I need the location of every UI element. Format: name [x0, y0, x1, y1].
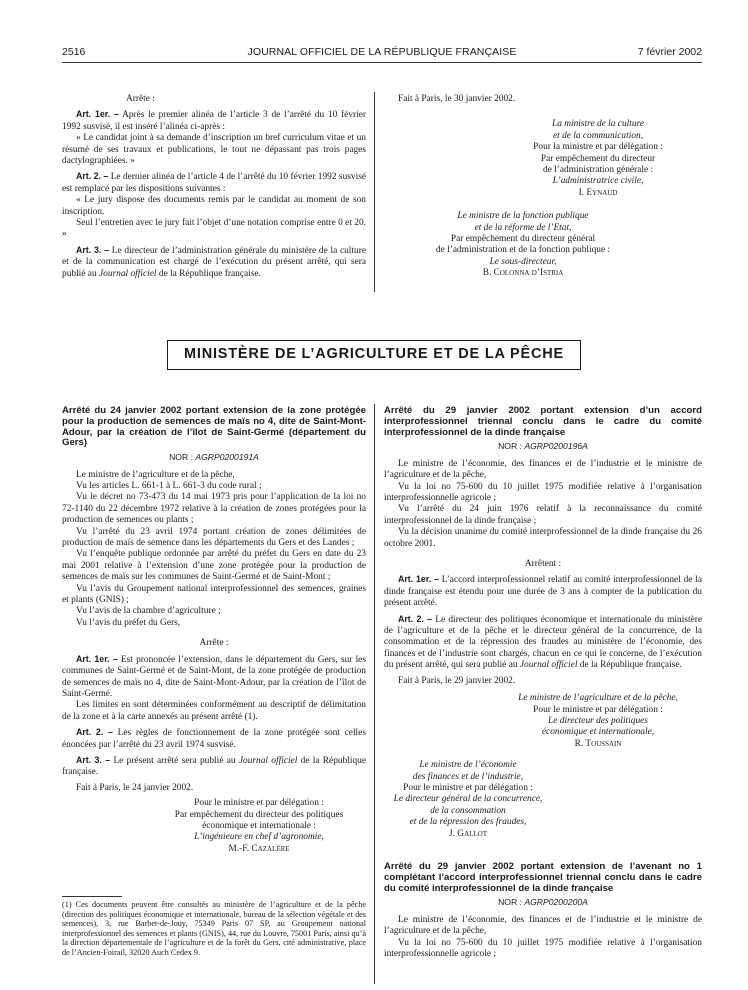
- arrete-heading: Arrête :: [199, 638, 229, 649]
- article-2: Art. 2. – Les règles de fonctionnement de la zone protégée sont celles énoncées par l’arrêté du 23 avril 1974 susvisé.: [62, 727, 366, 750]
- arrete-heading: Arrêtent :: [524, 559, 562, 570]
- nor-reference-2: NOR : AGRP0200200A: [498, 897, 588, 908]
- article-1: Art. 1er. – L’accord interprofessionnel relatif au comité interprofessionnel de la dinde française est étendu pour une durée de 3 ans à compter de la publication du présent arrêté.: [384, 574, 703, 609]
- fait-date: Fait à Paris, le 30 janvier 2002.: [398, 94, 516, 104]
- article-2: Art. 2. – Le directeur des politiques économique et internationale du ministère de l’agriculture et de la pêche et le directeur général de la concurrence, de la consommation et de la répression des fraudes au ministère de l’économie, des finances et de l’industrie sont chargés, chacun en ce qui le concerne, de l’exécution du présent arrêté, qui sera publié au Journal officiel de la République française.: [384, 613, 702, 671]
- column-separator-top: [374, 92, 375, 292]
- signatory-name: R. Toussain: [574, 738, 622, 749]
- nor-reference: NOR : AGRP0200191A: [169, 452, 259, 463]
- signatory-name: M.-F. Cazalère: [228, 843, 290, 854]
- footnote: (1) Ces documents peuvent être consultés au ministère de l’agriculture et de la pêche (direction des politiques économique et internationale, bureau de la sélection végétale et des semences), 3, rue Barbet-de-Jouy, 75349 Paris 07 SP, au Groupement national interprofessionnel des semences et plants (GNIS), 44, rue du Louvre, 75001 Paris, ainsi qu’à la direction départementale de l’agriculture et de la forêt du Gers, cité administrative, place de l’Ancien-Foirail, 32020 Auch Cedex 9.: [62, 900, 366, 957]
- article-3: Art. 3. – Le directeur de l’administration générale du ministère de la culture et de la communication est chargé de l’exécution du présent arrêté, qui sera publié au Journal officiel de la République française.: [62, 244, 366, 279]
- decree-title: Arrêté du 24 janvier 2002 portant extension de la zone protégée pour la production de semences de maïs no 4, dite de Saint-Mont-Adour, par la création de l’îlot de Saint-Germé (département du Gers): [62, 405, 366, 449]
- fait-date: Fait à Paris, le 29 janvier 2002.: [398, 675, 516, 686]
- footnote-rule: [62, 896, 122, 897]
- quote-1: « Le candidat joint à sa demande d’inscription un bref curriculum vitae et un résumé de ses travaux et publications, le tout ne dépassant pas trois pages dactylographiées. »: [62, 133, 366, 167]
- signatory-name: I. Eynaud: [578, 187, 618, 198]
- page-number: 2516: [62, 46, 86, 58]
- quote-2b: Seul l’entretien avec le jury fait l’objet d’une notation comprise entre 0 et 20. »: [62, 218, 367, 240]
- signature-block-culture: La ministre de la culture et de la communication, Pour la ministre et par délégation : Par empêchement du directeur de l’administration générale : L’administratrice civile, I. Eynaud: [384, 119, 702, 199]
- signature-block-fonction-publique: Le ministre de la fonction publique et de la réforme de l’Etat, Par empêchement du directeur général de l’administration et de la fonction publique : Le sous-directeur, B. Colonna d’Istria: [384, 211, 702, 279]
- left-column: Arrêté du 24 janvier 2002 portant extension de la zone protégée pour la production de semences de maïs no 4, dite de Saint-Mont-Adour, par la création de l’îlot de Saint-Germé (département du Gers) NOR : AGRP0200191A Le ministre de l’agriculture et de la pêche, Vu les articles L. 661-1 à L. 661-3 du code rural ; Vu le décret no 73-473 du 14 mai 1973 pris pour l’application de la loi no 72-1140 du 22 décembre 1972 relative à la création de zones protégées pour la production de semences ou plants ; Vu l’arrêté du 23 avril 1974 portant création de zones délimitées de production de maïs de semence dans les départements du Gers et des Landes ; Vu l’enquête publique ordonnée par arrêté du préfet du Gers en date du 23 mai 2001 relative à l’extension d’une zone protégée pour la production de semences de maïs sur les communes de Saint-Germé et de Saint-Mont ; Vu l’avis du Groupement national interprofessionnel des semences, graines et plants (GNIS) ; Vu l’avis de la chambre d’agriculture ; Vu l’avis du préfet du Gers, Arrête : Art. 1er. – Est prononcée l’extension, dans le département du Gers, sur les communes de Saint-Germé et de Saint-Mont, de la zone protégée de production de semences de maïs no 4, dite de Saint-Mont-Adour, par la création de l’îlot de Saint-Germé. Les limites en sont déterminées conformément au descriptif de délimitation de la zone et à la carte annexés au présent arrêté (1). Art. 2. – Les règles de fonctionnement de la zone protégée sont celles énoncées par l’arrêté du 23 avril 1974 susvisé. Art. 3. – Le présent arrêté sera publié au Journal officiel de la République française. Fait à Paris, le 24 janvier 2002. Pour le ministre et par délégation : Par empêchement du directeur des politiques économique et internationale : L’ingénieure en chef d’agronomie, M.-F. Cazalère: [62, 405, 367, 854]
- page-header: [62, 46, 702, 60]
- journal-title: JOURNAL OFFICIEL DE LA RÉPUBLIQUE FRANÇAISE: [247, 46, 517, 58]
- issue-date: 7 février 2002: [637, 46, 702, 58]
- signatory-name: J. Gallot: [448, 828, 488, 839]
- quote-2a: « Le jury dispose des documents remis par le candidat au moment de son inscription.: [62, 195, 366, 217]
- decree-title: Arrêté du 29 janvier 2002 portant extension d’un accord interprofessionnel triennal conclu dans le cadre du comité interprofessionnel de la dinde française: [384, 405, 702, 438]
- top-right-column: [384, 94, 702, 280]
- decree-title-2: Arrêté du 29 janvier 2002 portant extension de l’avenant no 1 complétant l’accord interprofessionnel triennal conclu dans le cadre du comité interprofessionnel de la dinde française: [384, 860, 702, 894]
- column-separator-bottom: [374, 404, 375, 984]
- fait-date: Fait à Paris, le 24 janvier 2002.: [76, 782, 194, 793]
- signature-block-agriculture: Le ministre de l’agriculture et de la pêche, Pour le ministre et par délégation : Le directeur des politiques économique et internationale, R. Toussain: [384, 693, 702, 750]
- article-3: Art. 3. – Le présent arrêté sera publié au Journal officiel de la République française.: [62, 754, 367, 778]
- article-1: Art. 1er. – Après le premier alinéa de l’article 3 de l’arrêté du 10 février 1992 susvisé, il est inséré l’alinéa ci-après :: [62, 109, 366, 132]
- article-2: Art. 2. – Le dernier alinéa de l’article 4 de l’arrêté du 10 février 1992 susvisé est remplacé par les dispositions suivantes :: [62, 171, 367, 194]
- nor-reference: NOR : AGRP0200196A: [498, 441, 588, 452]
- arrete-heading: Arrête :: [126, 94, 155, 104]
- top-left-column: [62, 94, 366, 280]
- header-rule: [62, 62, 702, 63]
- signature-block-economie: Le ministre de l’économie des finances et de l’industrie, Pour le ministre et par délégation : Le directeur général de la concurrence, de la consommation et de la répression des fraudes, J. Gallot: [384, 760, 702, 840]
- ministry-banner: MINISTÈRE DE L’AGRICULTURE ET DE LA PÊCHE: [167, 340, 581, 370]
- right-column: Arrêté du 29 janvier 2002 portant extension d’un accord interprofessionnel triennal conclu dans le cadre du comité interprofessionnel de la dinde française NOR : AGRP0200196A Le ministre de l’économie, des finances et de l’industrie et le ministre de l’agriculture et de la pêche, Vu la loi no 75-600 du 10 juillet 1975 modifiée relative à l’organisation interprofessionnelle agricole ; Vu l’arrêté du 24 juin 1976 relatif à la reconnaissance du comité interprofessionnel de la dinde française ; Vu la décision unanime du comité interprofessionnel de la dinde française du 26 octobre 2001. Arrêtent : Art. 1er. – L’accord interprofessionnel relatif au comité interprofessionnel de la dinde française est étendu pour une durée de 3 ans à compter de la publication du présent arrêté. Art. 2. – Le directeur des politiques économique et internationale du ministère de l’agriculture et de la pêche et le directeur général de la concurrence, de la consommation et de la répression des fraudes au ministère de l’économie, des finances et de l’industrie sont chargés, chacun en ce qui le concerne, de l’exécution du présent arrêté, qui sera publié au Journal officiel de la République française. Fait à Paris, le 29 janvier 2002. Le ministre de l’agriculture et de la pêche, Pour le ministre et par délégation : Le directeur des politiques économique et internationale, R. Toussain Le ministre de l’économie des finances et de l’industrie, Pour le ministre et par délégation : Le directeur général de la concurrence, de la consommation et de la répression des fraudes, J. Gallot Arrêté du 29 janvier 2002 portant extension de l’avenant no 1 complétant l’accord interprofessionnel triennal conclu dans le cadre du comité interprofessionnel de la dinde française NOR : AGRP0200200A Le ministre de l’économie, des finances et de l’industrie et le ministre de l’agriculture et de la pêche, Vu la loi no 75-600 du 10 juillet 1975 modifiée relative à l’organisation interprofessionnelle agricole ;: [384, 405, 703, 959]
- signature-block: Pour le ministre et par délégation : Par empêchement du directeur des politiques économique et internationale : L’ingénieure en chef d’agronomie, M.-F. Cazalère: [62, 798, 366, 855]
- article-1: Art. 1er. – Est prononcée l’extension, dans le département du Gers, sur les communes de Saint-Germé et de Saint-Mont, de la zone protégée de production de semences de maïs no 4, dite de Saint-Mont-Adour, par la création de l’îlot de Saint-Germé.: [62, 653, 366, 699]
- signatory-name: B. Colonna d’Istria: [482, 268, 564, 279]
